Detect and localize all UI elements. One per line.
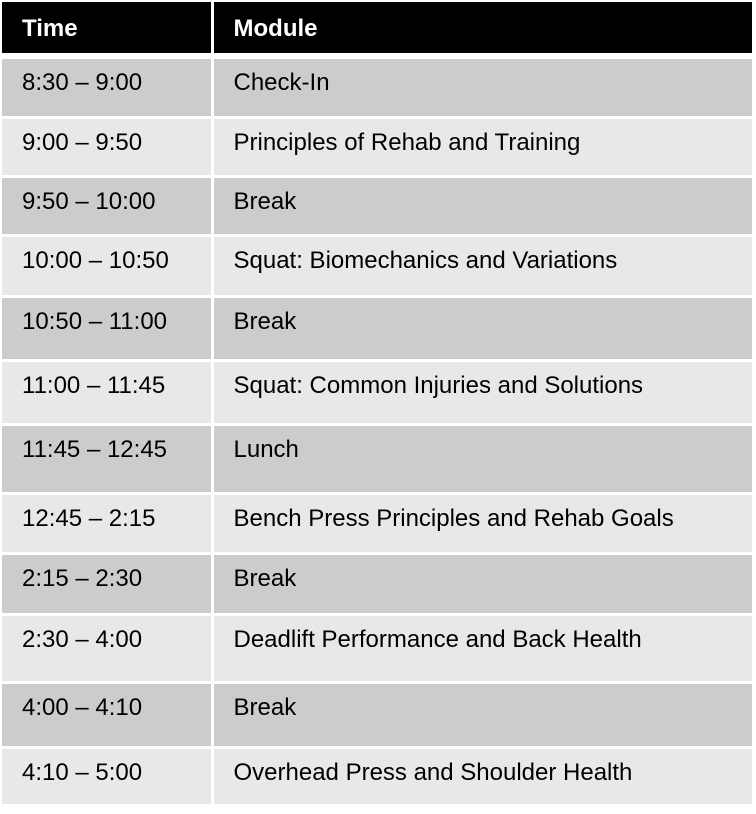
time-cell: 8:30 – 9:00 (2, 56, 212, 117)
module-column-header: Module (212, 2, 752, 56)
table-row (2, 360, 752, 424)
module-cell: Principles of Rehab and Training (212, 117, 752, 176)
time-cell: 10:00 – 10:50 (2, 235, 212, 296)
module-cell: Lunch (212, 424, 752, 493)
time-cell: 12:45 – 2:15 (2, 493, 212, 553)
time-cell: 2:30 – 4:00 (2, 614, 212, 682)
table-row (2, 235, 752, 296)
time-cell: 11:45 – 12:45 (2, 424, 212, 493)
module-cell: Break (212, 296, 752, 360)
schedule-header (2, 2, 752, 56)
module-cell: Check-In (212, 56, 752, 117)
table-row (2, 176, 752, 235)
schedule-table (2, 2, 752, 804)
time-cell: 9:50 – 10:00 (2, 176, 212, 235)
module-cell: Squat: Biomechanics and Variations (212, 235, 752, 296)
module-cell: Break (212, 176, 752, 235)
table-row (2, 614, 752, 682)
module-cell: Break (212, 682, 752, 747)
header-row (2, 2, 752, 56)
table-row (2, 296, 752, 360)
table-row (2, 424, 752, 493)
time-cell: 4:10 – 5:00 (2, 747, 212, 804)
module-cell: Break (212, 553, 752, 614)
table-row (2, 682, 752, 747)
time-cell: 4:00 – 4:10 (2, 682, 212, 747)
time-cell: 11:00 – 11:45 (2, 360, 212, 424)
table-row (2, 493, 752, 553)
table-row (2, 747, 752, 804)
table-row (2, 117, 752, 176)
time-cell: 10:50 – 11:00 (2, 296, 212, 360)
module-cell: Overhead Press and Shoulder Health (212, 747, 752, 804)
schedule-body (2, 56, 752, 804)
table-row (2, 56, 752, 117)
time-cell: 9:00 – 9:50 (2, 117, 212, 176)
module-cell: Squat: Common Injuries and Solutions (212, 360, 752, 424)
module-cell: Bench Press Principles and Rehab Goals (212, 493, 752, 553)
module-cell: Deadlift Performance and Back Health (212, 614, 752, 682)
time-cell: 2:15 – 2:30 (2, 553, 212, 614)
time-column-header: Time (2, 2, 212, 56)
table-row (2, 553, 752, 614)
